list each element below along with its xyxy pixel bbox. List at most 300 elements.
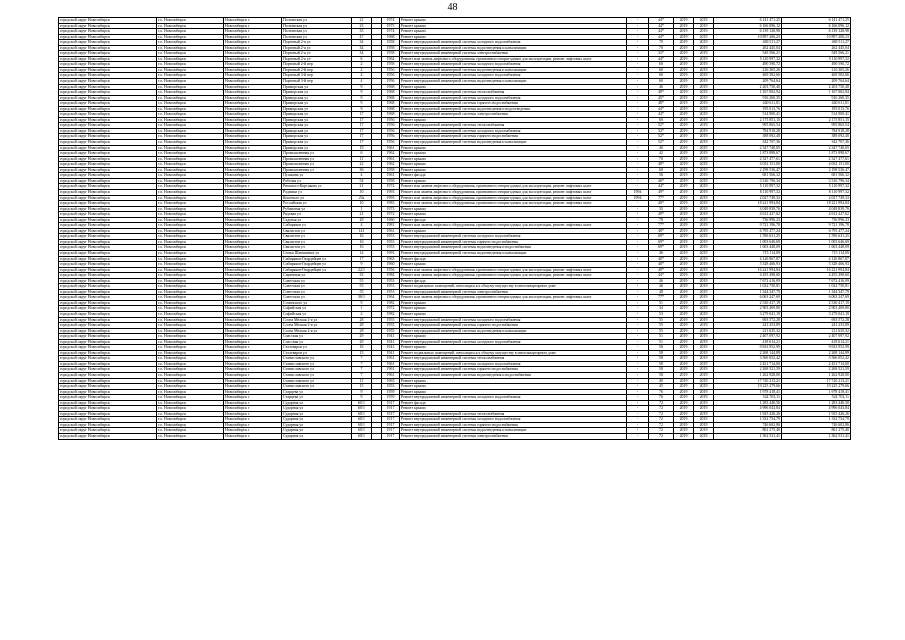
district-cell: г.о. Новосибирск xyxy=(157,434,224,440)
city-cell: Новосибирск г xyxy=(224,189,282,195)
city-cell: Новосибирск г xyxy=(224,167,282,173)
city-cell: Новосибирск г xyxy=(224,201,282,207)
work-type-cell: Ремонт фасада xyxy=(400,173,627,179)
wear-cell: 33* xyxy=(649,51,674,57)
municipality-cell: городской округ Новосибирск xyxy=(59,384,157,390)
build-year-cell: 1962 xyxy=(382,162,400,168)
house-number-cell: 9 xyxy=(352,300,372,306)
street-cell: Промышленная ул xyxy=(282,156,352,162)
city-cell: Новосибирск г xyxy=(224,29,282,35)
city-cell: Новосибирск г xyxy=(224,284,282,290)
wear-cell: 72 xyxy=(649,434,674,440)
wear-cell: 46 xyxy=(649,84,674,90)
city-cell: Новосибирск г xyxy=(224,51,282,57)
district-cell: г.о. Новосибирск xyxy=(157,317,224,323)
city-cell: Новосибирск г xyxy=(224,356,282,362)
street-cell: Семьи Шамшиных ул xyxy=(282,250,352,256)
municipality-cell: городской округ Новосибирск xyxy=(59,206,157,212)
commission-year-cell: - xyxy=(627,18,649,24)
total-cost-cell: 2 268 521,59 xyxy=(782,367,851,373)
municipality-cell: городской округ Новосибирск xyxy=(59,167,157,173)
total-cost-cell: 418 614,21 xyxy=(782,339,851,345)
cost-cell: 514 900,41 xyxy=(714,112,782,118)
cost-cell: 3 279 041,19 xyxy=(714,311,782,317)
work-type-cell: Ремонт крыши xyxy=(400,117,627,123)
municipality-cell: городской округ Новосибирск xyxy=(59,317,157,323)
street-cell: Садовая ул xyxy=(282,217,352,223)
district-cell: г.о. Новосибирск xyxy=(157,284,224,290)
total-cost-cell: 3 566 052,42 xyxy=(782,356,851,362)
plan-start-cell: 2019 xyxy=(674,90,694,96)
district-cell: г.о. Новосибирск xyxy=(157,228,224,234)
house-number-cell: 34 xyxy=(352,40,372,46)
wear-cell: 55 xyxy=(649,317,674,323)
cost-cell: 388 092,40 xyxy=(714,134,782,140)
street-cell: Советская ул xyxy=(282,295,352,301)
house-number-cell: 60/1 xyxy=(352,406,372,412)
street-cell: Портовый 2-й пер xyxy=(282,67,352,73)
house-number-cell: 2 xyxy=(352,67,372,73)
district-cell: г.о. Новосибирск xyxy=(157,356,224,362)
district-cell: г.о. Новосибирск xyxy=(157,350,224,356)
district-cell: г.о. Новосибирск xyxy=(157,112,224,118)
work-type-cell: Ремонт крыши xyxy=(400,212,627,218)
street-cell: Приморская ул xyxy=(282,90,352,96)
work-type-cell: Ремонт внутридомовой инженерной системы горячего водоснабжения xyxy=(400,367,627,373)
commission-year-cell: - xyxy=(627,356,649,362)
plan-start-cell: 2019 xyxy=(674,267,694,273)
house-number-cell: 11 xyxy=(352,378,372,384)
commission-year-cell: - xyxy=(627,156,649,162)
cost-cell: 861 275,40 xyxy=(714,428,782,434)
street-cell: Сочинского ул xyxy=(282,300,352,306)
street-cell: Сударная ул xyxy=(282,428,352,434)
district-cell: г.о. Новосибирск xyxy=(157,23,224,29)
street-cell: Российская ул xyxy=(282,201,352,207)
house-number-cell: 17 xyxy=(352,123,372,129)
work-type-cell: Ремонт крыши xyxy=(400,34,627,40)
house-number-cell: 28 xyxy=(352,328,372,334)
municipality-cell: городской округ Новосибирск xyxy=(59,73,157,79)
wear-cell: 44* xyxy=(649,106,674,112)
street-cell: Рубиновая ул xyxy=(282,206,352,212)
district-cell: г.о. Новосибирск xyxy=(157,239,224,245)
commission-year-cell: 1994 xyxy=(627,195,649,201)
wear-cell: 60 xyxy=(649,67,674,73)
plan-end-cell: 2019 xyxy=(694,223,714,229)
house-number-cell: 4 xyxy=(352,173,372,179)
house-number-cell: 16 xyxy=(352,345,372,351)
wear-cell: 78 xyxy=(649,217,674,223)
cost-cell: 469 511,27 xyxy=(714,40,782,46)
house-number-cell: 7 xyxy=(352,361,372,367)
street-cell: Советская ул xyxy=(282,284,352,290)
work-type-cell: Ремонт крыши xyxy=(400,389,627,395)
work-type-cell: Ремонт внутридомовой инженерной системы водоотведения и канализации xyxy=(400,428,627,434)
work-type-cell: Ремонт или замена лифтового оборудования, признанного непригодным для эксплуатации, ремонт лифтовых шахт xyxy=(400,189,627,195)
work-type-cell: Ремонт внутридомовой инженерной системы горячего водоснабжения xyxy=(400,323,627,329)
commission-year-cell: - xyxy=(627,384,649,390)
wear-cell: 60 xyxy=(649,167,674,173)
wear-cell: 40* xyxy=(649,228,674,234)
wear-cell: 70 xyxy=(649,156,674,162)
municipality-cell: городской округ Новосибирск xyxy=(59,356,157,362)
total-cost-cell: 469 511,27 xyxy=(782,40,851,46)
district-cell: г.о. Новосибирск xyxy=(157,84,224,90)
wear-cell: 44* xyxy=(649,29,674,35)
work-type-cell: Ремонт фасада xyxy=(400,278,627,284)
build-year-cell: 1968 xyxy=(382,84,400,90)
wear-cell: 52* xyxy=(649,128,674,134)
plan-end-cell: 2019 xyxy=(694,256,714,262)
wear-cell: 35 xyxy=(649,206,674,212)
street-cell: Приморская ул xyxy=(282,101,352,107)
commission-year-cell: - xyxy=(627,395,649,401)
plan-end-cell: 2019 xyxy=(694,156,714,162)
street-cell: Родники ул xyxy=(282,189,352,195)
wear-cell: 48* xyxy=(649,90,674,96)
commission-year-cell: - xyxy=(627,34,649,40)
build-year-cell: 1917 xyxy=(382,428,400,434)
cost-cell: 209 764,64 xyxy=(714,79,782,85)
house-number-cell: 17 xyxy=(352,112,372,118)
commission-year-cell: - xyxy=(627,239,649,245)
district-cell: г.о. Новосибирск xyxy=(157,173,224,179)
municipality-cell: городской округ Новосибирск xyxy=(59,400,157,406)
wear-cell: 45 xyxy=(649,384,674,390)
street-cell: Спасская ул xyxy=(282,334,352,340)
cost-cell: 195 013,76 xyxy=(714,106,782,112)
wear-cell: 49* xyxy=(649,212,674,218)
plan-start-cell: 2019 xyxy=(674,178,694,184)
municipality-cell: городской округ Новосибирск xyxy=(59,217,157,223)
plan-end-cell: 2019 xyxy=(694,395,714,401)
city-cell: Новосибирск г xyxy=(224,406,282,412)
municipality-cell: городской округ Новосибирск xyxy=(59,273,157,279)
plan-end-cell: 2019 xyxy=(694,90,714,96)
cost-cell: 681 566,32 xyxy=(714,173,782,179)
city-cell: Новосибирск г xyxy=(224,56,282,62)
build-year-cell: 1961 xyxy=(382,356,400,362)
wear-cell: 70 xyxy=(649,45,674,51)
municipality-cell: городской округ Новосибирск xyxy=(59,140,157,146)
cost-cell: 2 268 144,89 xyxy=(714,350,782,356)
city-cell: Новосибирск г xyxy=(224,140,282,146)
total-cost-cell: 1 596 631,25 xyxy=(782,234,851,240)
house-number-cell: 16 xyxy=(352,245,372,251)
street-cell: Сударная ул xyxy=(282,406,352,412)
build-year-cell: 1917 xyxy=(382,417,400,423)
house-number-cell: 29 xyxy=(352,217,372,223)
build-year-cell: 1941 xyxy=(382,334,400,340)
plan-end-cell: 2019 xyxy=(694,267,714,273)
total-cost-cell: 1 022 750,81 xyxy=(782,284,851,290)
plan-start-cell: 2019 xyxy=(674,417,694,423)
total-cost-cell: 5 110 997,32 xyxy=(782,184,851,190)
commission-year-cell: - xyxy=(627,373,649,379)
build-year-cell: 1956 xyxy=(382,140,400,146)
house-number-cell: 22 xyxy=(352,162,372,168)
total-cost-cell: 18 221 994,84 xyxy=(782,201,851,207)
house-number-cell: 36 xyxy=(352,167,372,173)
cost-cell: 2 903 409,80 xyxy=(714,306,782,312)
plan-start-cell: 2019 xyxy=(674,284,694,290)
commission-year-cell: - xyxy=(627,300,649,306)
cost-cell: 5 328 466,93 xyxy=(714,262,782,268)
street-cell: Приморская ул xyxy=(282,140,352,146)
municipality-cell: городской округ Новосибирск xyxy=(59,306,157,312)
commission-year-cell: - xyxy=(627,184,649,190)
district-cell: г.о. Новосибирск xyxy=(157,389,224,395)
house-number-cell: 17 xyxy=(352,256,372,262)
plan-start-cell: 2019 xyxy=(674,106,694,112)
municipality-cell: городской округ Новосибирск xyxy=(59,334,157,340)
municipality-cell: городской округ Новосибирск xyxy=(59,189,157,195)
house-number-cell: 35 xyxy=(352,29,372,35)
wear-cell: 48* xyxy=(649,162,674,168)
work-type-cell: Ремонт фасада xyxy=(400,400,627,406)
commission-year-cell: - xyxy=(627,334,649,340)
wear-cell: 77* xyxy=(649,295,674,301)
cost-cell: 1 022 750,81 xyxy=(714,284,782,290)
house-number-cell: 55 xyxy=(352,284,372,290)
street-cell: Пушкина ул xyxy=(282,173,352,179)
build-year-cell: 1961 xyxy=(382,361,400,367)
build-year-cell: 1975 xyxy=(382,23,400,29)
build-year-cell: 1953 xyxy=(382,234,400,240)
work-type-cell: Ремонт внутридомовой инженерной системы водоотведения и канализации xyxy=(400,250,627,256)
work-type-cell: Ремонт крыши xyxy=(400,23,627,29)
commission-year-cell: - xyxy=(627,134,649,140)
total-cost-cell: 440 611,81 xyxy=(782,101,851,107)
street-cell: Портовый 2-я ул xyxy=(282,51,352,57)
total-cost-cell: 1 283 446,50 xyxy=(782,400,851,406)
city-cell: Новосибирск г xyxy=(224,162,282,168)
wear-cell: 60 xyxy=(649,117,674,123)
plan-end-cell: 2019 xyxy=(694,434,714,440)
district-cell: г.о. Новосибирск xyxy=(157,361,224,367)
build-year-cell: 1968 xyxy=(382,34,400,40)
city-cell: Новосибирск г xyxy=(224,79,282,85)
municipality-cell: городской округ Новосибирск xyxy=(59,45,157,51)
total-cost-cell: 4 049 839,76 xyxy=(782,206,851,212)
house-number-cell: 17 xyxy=(352,140,372,146)
plan-end-cell: 2019 xyxy=(694,67,714,73)
commission-year-cell: - xyxy=(627,400,649,406)
house-number-cell: 141 xyxy=(352,228,372,234)
work-type-cell: Ремонт крыши xyxy=(400,306,627,312)
street-cell: Сударная ул xyxy=(282,400,352,406)
plan-start-cell: 2019 xyxy=(674,350,694,356)
wear-cell: 44* xyxy=(649,23,674,29)
plan-start-cell: 2019 xyxy=(674,278,694,284)
work-type-cell: Ремонт внутридомовой инженерной системы электроснабжения xyxy=(400,112,627,118)
cost-cell: 7 672 416,09 xyxy=(714,278,782,284)
district-cell: г.о. Новосибирск xyxy=(157,217,224,223)
build-year-cell: 1974 xyxy=(382,29,400,35)
wear-cell: 76 xyxy=(649,395,674,401)
district-cell: г.о. Новосибирск xyxy=(157,67,224,73)
plan-end-cell: 2019 xyxy=(694,250,714,256)
plan-end-cell: 2019 xyxy=(694,417,714,423)
house-number-cell: 54 xyxy=(352,178,372,184)
total-cost-cell: 2 347 740,05 xyxy=(782,145,851,151)
city-cell: Новосибирск г xyxy=(224,384,282,390)
total-cost-cell: 1 362 531,41 xyxy=(782,434,851,440)
wear-cell: 69* xyxy=(649,245,674,251)
plan-start-cell: 2019 xyxy=(674,212,694,218)
city-cell: Новосибирск г xyxy=(224,323,282,329)
work-type-cell: Ремонт внутридомовой инженерной системы теплоснабжения xyxy=(400,356,627,362)
commission-year-cell: - xyxy=(627,284,649,290)
cost-cell: 2 203 750,40 xyxy=(714,84,782,90)
cost-cell: 6 141 471,25 xyxy=(714,18,782,24)
district-cell: г.о. Новосибирск xyxy=(157,223,224,229)
house-number-cell: 29 xyxy=(352,339,372,345)
cost-cell: 9 721 196,78 xyxy=(714,223,782,229)
house-number-cell: 22/1 xyxy=(352,267,372,273)
plan-end-cell: 2019 xyxy=(694,328,714,334)
plan-start-cell: 2019 xyxy=(674,195,694,201)
plan-start-cell: 2019 xyxy=(674,117,694,123)
city-cell: Новосибирск г xyxy=(224,223,282,229)
wear-cell: 52* xyxy=(649,140,674,146)
work-type-cell: Ремонт внутридомовой инженерной системы холодного водоснабжения xyxy=(400,62,627,68)
city-cell: Новосибирск г xyxy=(224,156,282,162)
city-cell: Новосибирск г xyxy=(224,239,282,245)
work-type-cell: Ремонт внутридомовой инженерной системы водоотведения и канализации xyxy=(400,45,627,51)
plan-end-cell: 2019 xyxy=(694,422,714,428)
plan-start-cell: 2019 xyxy=(674,367,694,373)
house-number-cell: 28 xyxy=(352,323,372,329)
municipality-cell: городской округ Новосибирск xyxy=(59,51,157,57)
street-cell: Приморская ул xyxy=(282,106,352,112)
work-type-cell: Ремонт фасада xyxy=(400,256,627,262)
plan-end-cell: 2019 xyxy=(694,73,714,79)
total-cost-cell: 514 900,41 xyxy=(782,112,851,118)
house-number-cell: 19 xyxy=(352,145,372,151)
build-year-cell: 1973 xyxy=(382,206,400,212)
house-number-cell: 7 xyxy=(352,367,372,373)
municipality-cell: городской округ Новосибирск xyxy=(59,434,157,440)
street-cell: Портовый 2-я ул xyxy=(282,40,352,46)
house-number-cell: 47 xyxy=(352,34,372,40)
street-cell: Приморская ул xyxy=(282,123,352,129)
plan-end-cell: 2019 xyxy=(694,245,714,251)
plan-end-cell: 2019 xyxy=(694,45,714,51)
plan-start-cell: 2019 xyxy=(674,56,694,62)
build-year-cell: 1982 xyxy=(382,311,400,317)
total-cost-cell: 388 092,40 xyxy=(782,134,851,140)
commission-year-cell: - xyxy=(627,245,649,251)
city-cell: Новосибирск г xyxy=(224,289,282,295)
total-cost-cell: 2 530 417,19 xyxy=(782,300,851,306)
commission-year-cell: - xyxy=(627,311,649,317)
house-number-cell: 34 xyxy=(352,45,372,51)
plan-start-cell: 2019 xyxy=(674,156,694,162)
district-cell: г.о. Новосибирск xyxy=(157,311,224,317)
wear-cell: 48 xyxy=(649,289,674,295)
wear-cell: 72 xyxy=(649,411,674,417)
cost-cell: 490 590,72 xyxy=(714,62,782,68)
street-cell: Портовый 3-й пер xyxy=(282,79,352,85)
city-cell: Новосибирск г xyxy=(224,400,282,406)
build-year-cell: 1968 xyxy=(382,112,400,118)
plan-start-cell: 2019 xyxy=(674,250,694,256)
wear-cell: 44* xyxy=(649,184,674,190)
plan-end-cell: 2019 xyxy=(694,273,714,279)
city-cell: Новосибирск г xyxy=(224,317,282,323)
house-number-cell: 17 xyxy=(352,134,372,140)
work-type-cell: Ремонт внутридомовой инженерной системы холодного водоснабжения xyxy=(400,417,627,423)
district-cell: г.о. Новосибирск xyxy=(157,306,224,312)
total-cost-cell: 6 795 477,24 xyxy=(782,228,851,234)
commission-year-cell: - xyxy=(627,256,649,262)
commission-year-cell: - xyxy=(627,62,649,68)
build-year-cell: 1953 xyxy=(382,239,400,245)
cost-cell: 2 451 714,00 xyxy=(714,361,782,367)
total-cost-cell: 342 707,36 xyxy=(782,140,851,146)
street-cell: Сударная ул xyxy=(282,434,352,440)
street-cell: Приморская ул xyxy=(282,128,352,134)
district-cell: г.о. Новосибирск xyxy=(157,295,224,301)
commission-year-cell: - xyxy=(627,289,649,295)
work-type-cell: Ремонт или замена лифтового оборудования, признанного непригодным для эксплуатации, ремонт лифтовых шахт xyxy=(400,295,627,301)
total-cost-cell: 4 455 498,60 xyxy=(782,273,851,279)
total-cost-cell: 17 720 213,21 xyxy=(782,378,851,384)
total-cost-cell: 2 407 097,92 xyxy=(782,334,851,340)
house-number-cell: 21 xyxy=(352,212,372,218)
wear-cell: 58 xyxy=(649,367,674,373)
build-year-cell: 1958 xyxy=(382,167,400,173)
city-cell: Новосибирск г xyxy=(224,334,282,340)
wear-cell: 77* xyxy=(649,223,674,229)
plan-start-cell: 2019 xyxy=(674,328,694,334)
work-type-cell: Ремонт внутридомовой инженерной системы горячего водоснабжения xyxy=(400,422,627,428)
total-cost-cell: 6 141 471,25 xyxy=(782,18,851,24)
cost-cell: 1 978 418,41 xyxy=(714,389,782,395)
district-cell: г.о. Новосибирск xyxy=(157,428,224,434)
municipality-cell: городской округ Новосибирск xyxy=(59,428,157,434)
table-row xyxy=(59,434,851,440)
municipality-cell: городской округ Новосибирск xyxy=(59,234,157,240)
street-cell: Приморская ул xyxy=(282,84,352,90)
house-number-cell: 60/1 xyxy=(352,422,372,428)
plan-end-cell: 2019 xyxy=(694,212,714,218)
build-year-cell: 1981 xyxy=(382,223,400,229)
cost-cell: 2 347 740,05 xyxy=(714,145,782,151)
street-cell: Кошевого ул xyxy=(282,195,352,201)
district-cell: г.о. Новосибирск xyxy=(157,278,224,284)
commission-year-cell: - xyxy=(627,323,649,329)
build-year-cell: 1959 xyxy=(382,389,400,395)
district-cell: г.о. Новосибирск xyxy=(157,140,224,146)
plan-start-cell: 2019 xyxy=(674,40,694,46)
total-cost-cell: 916 260,35 xyxy=(782,95,851,101)
build-year-cell: 1961 xyxy=(382,173,400,179)
municipality-cell: городской округ Новосибирск xyxy=(59,178,157,184)
commission-year-cell: - xyxy=(627,117,649,123)
commission-year-cell: - xyxy=(627,56,649,62)
work-type-cell: Ремонт или замена лифтового оборудования, признанного непригодным для эксплуатации, ремонт лифтовых шахт xyxy=(400,267,627,273)
wear-cell: 52* xyxy=(649,134,674,140)
commission-year-cell: 1994 xyxy=(627,189,649,195)
street-cell: Приморская ул xyxy=(282,117,352,123)
municipality-cell: городской округ Новосибирск xyxy=(59,267,157,273)
wear-cell: 44* xyxy=(649,34,674,40)
build-year-cell: 1964 xyxy=(382,295,400,301)
plan-start-cell: 2019 xyxy=(674,140,694,146)
